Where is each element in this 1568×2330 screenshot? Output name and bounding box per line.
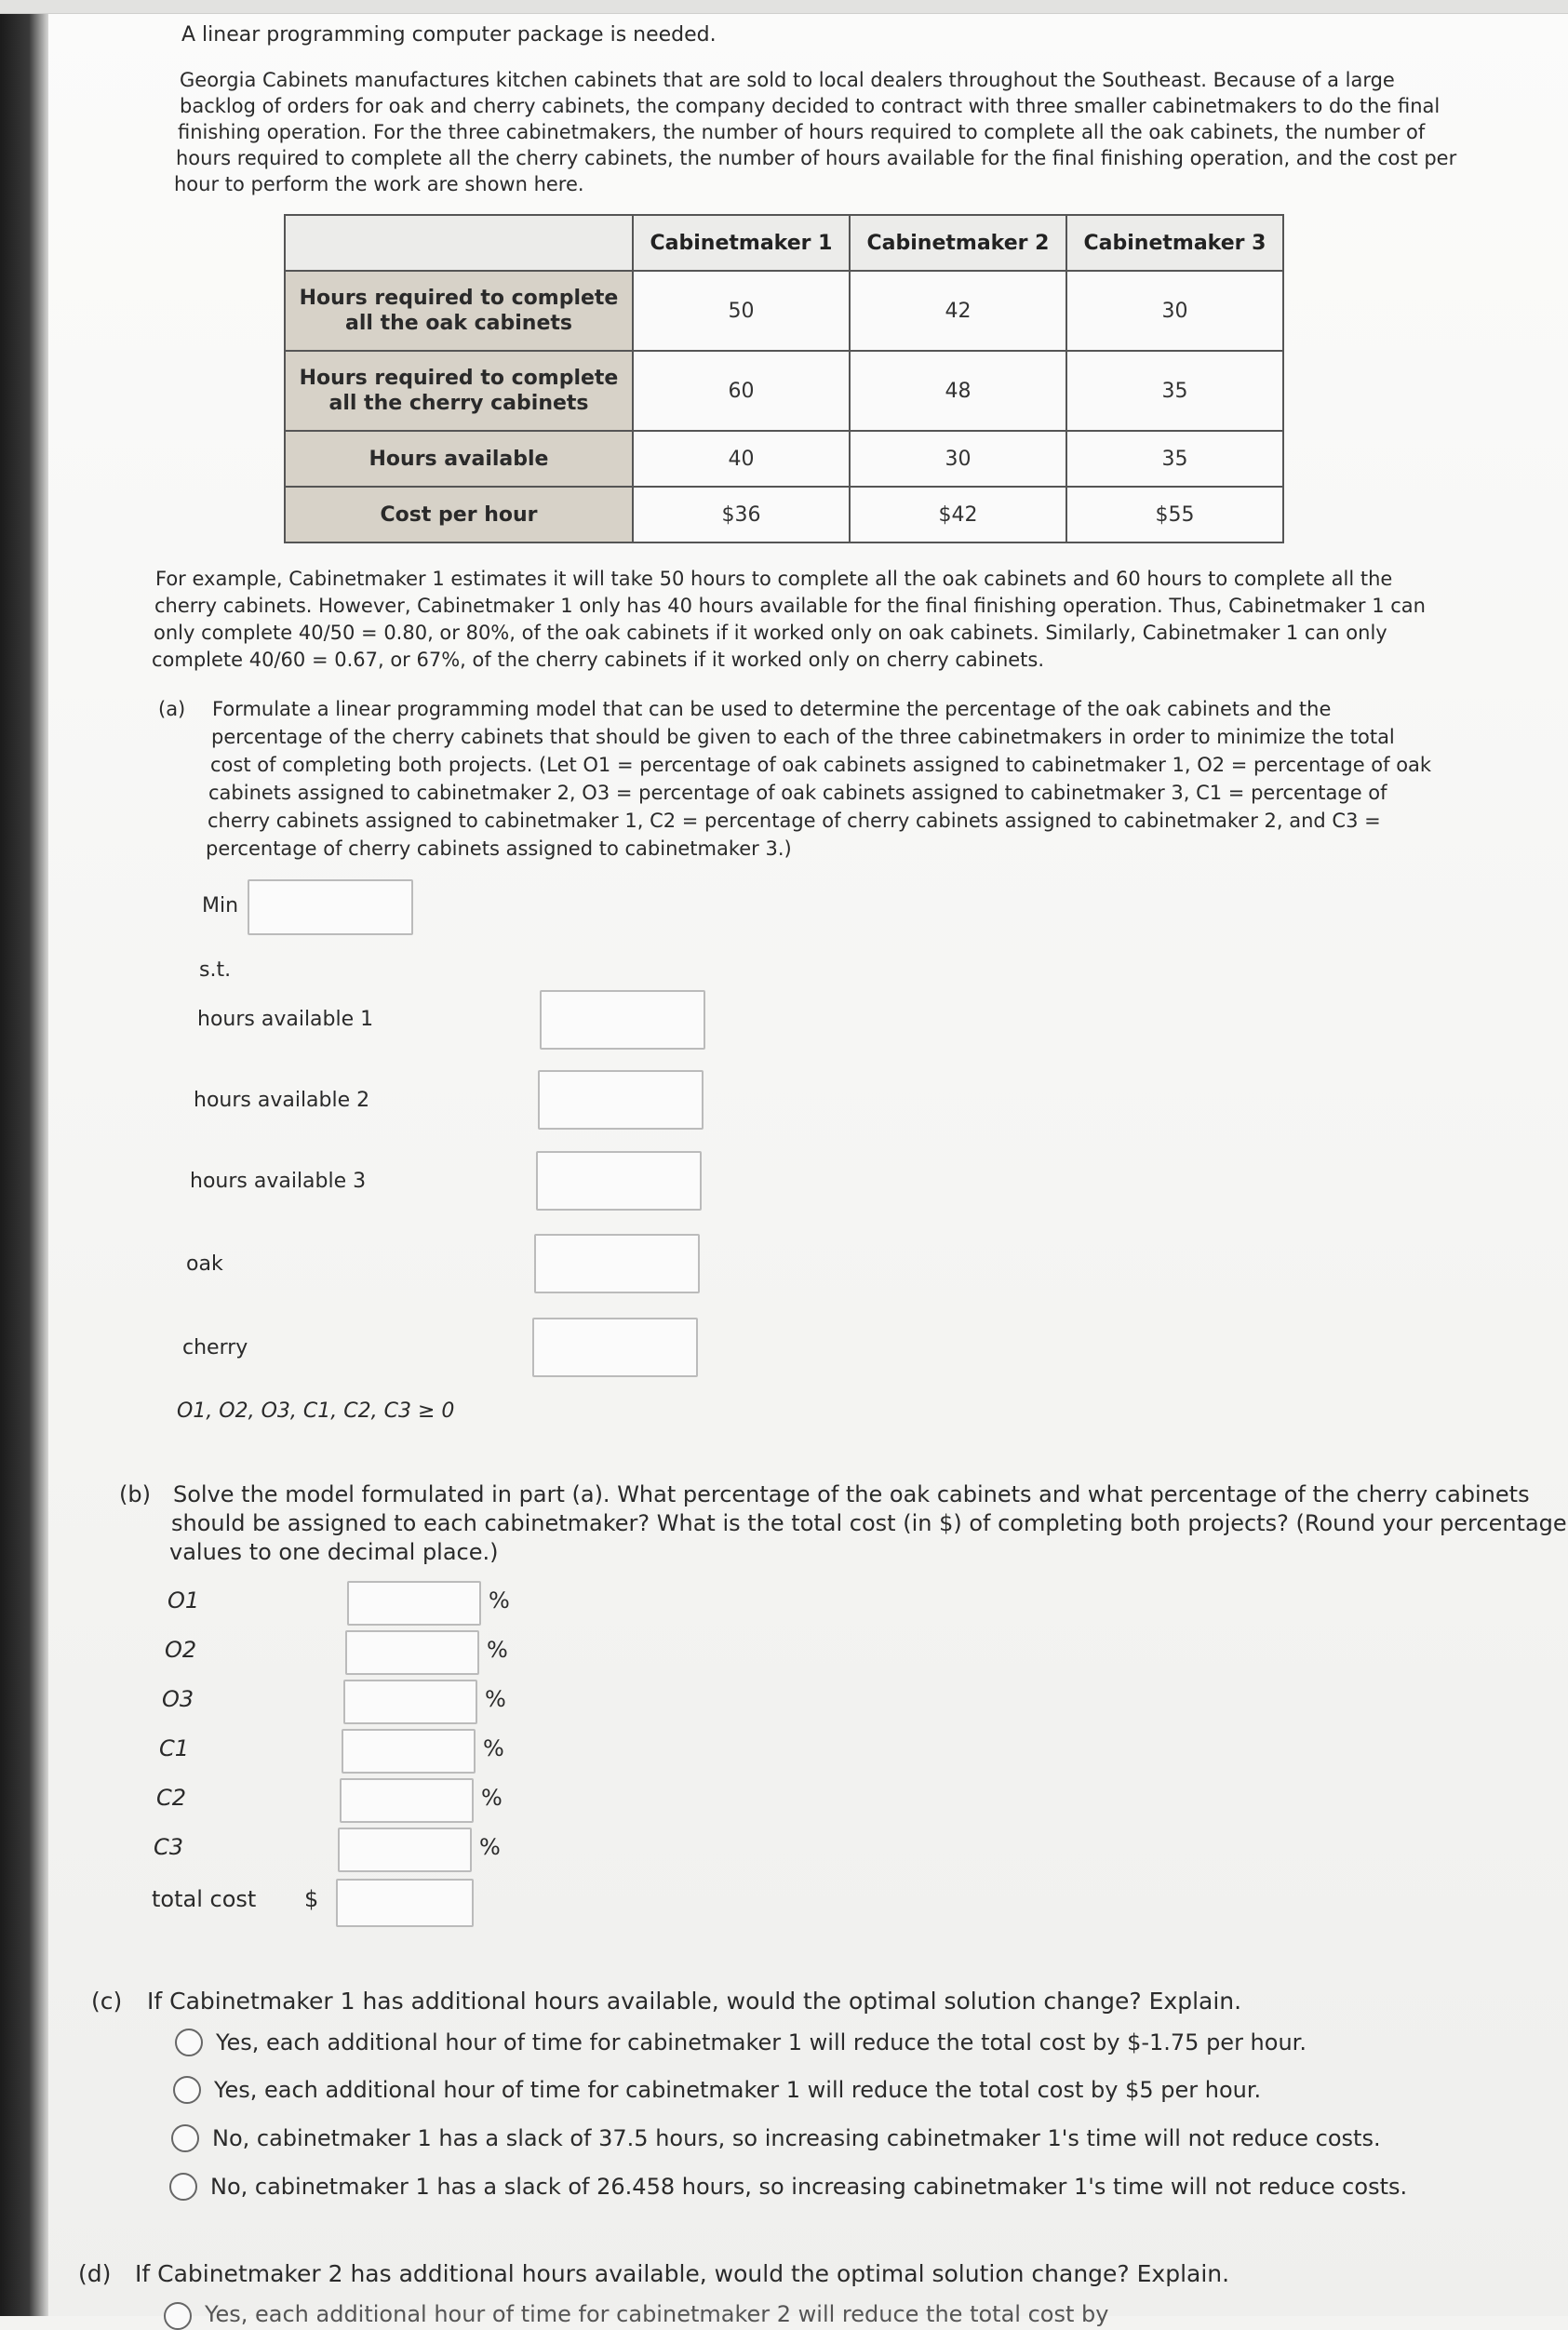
- objective-input[interactable]: [248, 879, 413, 935]
- constraint-input[interactable]: [532, 1318, 698, 1377]
- percent-sign: %: [487, 1637, 508, 1663]
- part-a-text: percentage of the cherry cabinets that should be given to each of the three cabinetmakers in order to minimize the total: [211, 726, 1395, 748]
- part-a-text: cost of completing both projects. (Let O1 = percentage of oak cabinets assigned to cabinetmaker 1, O2 = percentage of oak: [210, 754, 1432, 776]
- table-header: Cabinetmaker 1: [633, 215, 850, 271]
- nonnegativity: O1, O2, O3, C1, C2, C3 ≥ 0: [177, 1399, 455, 1423]
- percent-sign: %: [479, 1834, 501, 1860]
- example-line: cherry cabinets. However, Cabinetmaker 1 only has 40 hours available for the final finishing operation. Thus, Cabinetmaker 1 can: [154, 595, 1426, 617]
- var-label: O3: [162, 1686, 194, 1712]
- constraint-input[interactable]: [536, 1151, 702, 1211]
- percent-sign: %: [485, 1686, 506, 1712]
- o2-input[interactable]: [345, 1630, 479, 1675]
- option-text: Yes, each additional hour of time for cabinetmaker 1 will reduce the total cost by $-1.75 per hour.: [216, 2029, 1307, 2055]
- o1-input[interactable]: [347, 1581, 481, 1626]
- option-text: Yes, each additional hour of time for cabinetmaker 1 will reduce the total cost by $5 per hour.: [214, 2077, 1262, 2103]
- table-row: [285, 351, 1283, 431]
- table-corner: [285, 215, 633, 271]
- part-d-question: If Cabinetmaker 2 has additional hours available, would the optimal solution change? Explain.: [135, 2260, 1230, 2287]
- var-label: O2: [165, 1637, 197, 1663]
- table-cell: 35: [1066, 351, 1283, 431]
- percent-sign: %: [483, 1735, 504, 1761]
- intro-paragraph-line: hour to perform the work are shown here.: [174, 173, 584, 195]
- option-text: No, cabinetmaker 1 has a slack of 37.5 hours, so increasing cabinetmaker 1's time will not reduce costs.: [212, 2125, 1381, 2151]
- var-label: C3: [154, 1834, 184, 1860]
- var-label: C2: [156, 1785, 187, 1811]
- table-cell: 35: [1066, 431, 1283, 487]
- min-label: Min: [202, 894, 239, 917]
- c2-input[interactable]: [340, 1778, 474, 1823]
- part-b-text: Solve the model formulated in part (a). What percentage of the oak cabinets and what percentage of the cherry cabinets: [173, 1481, 1530, 1507]
- st-label: s.t.: [199, 958, 232, 982]
- part-a-text: cabinets assigned to cabinetmaker 2, O3 = percentage of oak cabinets assigned to cabinetmaker 3, C1 = percentage of: [208, 782, 1387, 804]
- table-cell: $42: [850, 487, 1066, 542]
- part-a-text: Formulate a linear programming model that can be used to determine the percentage of the oak cabinets and the: [212, 698, 1332, 720]
- option-radio[interactable]: [173, 2076, 201, 2104]
- constraint-label: cherry: [182, 1336, 248, 1359]
- table-cell: 42: [850, 271, 1066, 351]
- constraint-label: hours available 2: [194, 1089, 370, 1112]
- part-a-label: (a): [158, 698, 186, 720]
- option-text: No, cabinetmaker 1 has a slack of 26.458 hours, so increasing cabinetmaker 1's time will not reduce costs.: [210, 2174, 1408, 2200]
- dollar-sign: $: [304, 1886, 319, 1912]
- example-line: For example, Cabinetmaker 1 estimates it will take 50 hours to complete all the oak cabinets and 60 hours to complete all the: [155, 568, 1393, 590]
- percent-sign: %: [489, 1587, 510, 1614]
- cabinetmaker-table: [284, 214, 1284, 543]
- intro-line: A linear programming computer package is needed.: [181, 23, 717, 47]
- table-cell: 60: [633, 351, 850, 431]
- table-row: [285, 487, 1283, 542]
- constraint-label: hours available 1: [197, 1008, 374, 1031]
- table-cell: $36: [633, 487, 850, 542]
- table-cell: $55: [1066, 487, 1283, 542]
- row-label: Hours required to complete all the cherry cabinets: [285, 351, 633, 431]
- example-line: complete 40/60 = 0.67, or 67%, of the cherry cabinets if it worked only on cherry cabinets.: [152, 649, 1045, 671]
- option-radio[interactable]: [175, 2029, 203, 2056]
- part-c-question: If Cabinetmaker 1 has additional hours available, would the optimal solution change? Explain.: [147, 1988, 1242, 2015]
- table-cell: 30: [850, 431, 1066, 487]
- part-c-label: (c): [91, 1988, 123, 2015]
- part-a-text: percentage of cherry cabinets assigned to cabinetmaker 3.): [206, 837, 792, 860]
- part-b-text: values to one decimal place.): [169, 1539, 499, 1565]
- c1-input[interactable]: [342, 1729, 476, 1774]
- constraint-input[interactable]: [538, 1070, 704, 1130]
- option-radio[interactable]: [164, 2302, 192, 2330]
- total-cost-label: total cost: [152, 1886, 257, 1912]
- total-cost-input[interactable]: [336, 1879, 474, 1927]
- table-row: [285, 431, 1283, 487]
- table-cell: 40: [633, 431, 850, 487]
- o3-input[interactable]: [343, 1680, 477, 1724]
- part-a-text: cherry cabinets assigned to cabinetmaker 1, C2 = percentage of cherry cabinets assigned to cabinetmaker 2, and C3 =: [208, 810, 1381, 832]
- option-radio[interactable]: [171, 2124, 199, 2152]
- example-line: only complete 40/50 = 0.80, or 80%, of the oak cabinets if it worked only on oak cabinets. Similarly, Cabinetmaker 1 can only: [154, 622, 1387, 644]
- table-row: [285, 271, 1283, 351]
- percent-sign: %: [481, 1785, 503, 1811]
- option-text: Yes, each additional hour of time for cabinetmaker 2 will reduce the total cost by: [205, 2301, 1109, 2327]
- intro-paragraph-line: Georgia Cabinets manufactures kitchen cabinets that are sold to local dealers throughout the Southeast. Because of a large: [180, 69, 1395, 91]
- intro-paragraph-line: backlog of orders for oak and cherry cabinets, the company decided to contract with three smaller cabinetmakers to do the final: [180, 95, 1441, 117]
- row-label: Hours required to complete all the oak cabinets: [285, 271, 633, 351]
- constraint-input[interactable]: [534, 1234, 700, 1293]
- option-radio[interactable]: [169, 2173, 197, 2201]
- screen-bezel: [0, 0, 48, 2316]
- var-label: C1: [159, 1735, 190, 1761]
- top-edge: [0, 0, 1568, 14]
- c3-input[interactable]: [338, 1828, 472, 1872]
- part-b-label: (b): [119, 1481, 151, 1507]
- table-cell: 48: [850, 351, 1066, 431]
- table-cell: 50: [633, 271, 850, 351]
- table-header: Cabinetmaker 3: [1066, 215, 1283, 271]
- constraint-input[interactable]: [540, 990, 705, 1050]
- var-label: O1: [168, 1587, 200, 1614]
- row-label: Cost per hour: [285, 487, 633, 542]
- intro-paragraph-line: hours required to complete all the cherry cabinets, the number of hours available for the final finishing operation, and the cost per: [176, 147, 1457, 169]
- part-b-text: should be assigned to each cabinetmaker? What is the total cost (in $) of completing both projects? (Round your percentage: [171, 1510, 1567, 1536]
- intro-paragraph-line: finishing operation. For the three cabinetmakers, the number of hours required to complete all the oak cabinets, the number of: [178, 121, 1426, 143]
- table-header-row: [285, 215, 1283, 271]
- constraint-label: oak: [186, 1252, 223, 1276]
- table-cell: 30: [1066, 271, 1283, 351]
- table-header: Cabinetmaker 2: [850, 215, 1066, 271]
- part-d-label: (d): [78, 2260, 112, 2287]
- row-label: Hours available: [285, 431, 633, 487]
- constraint-label: hours available 3: [190, 1170, 367, 1193]
